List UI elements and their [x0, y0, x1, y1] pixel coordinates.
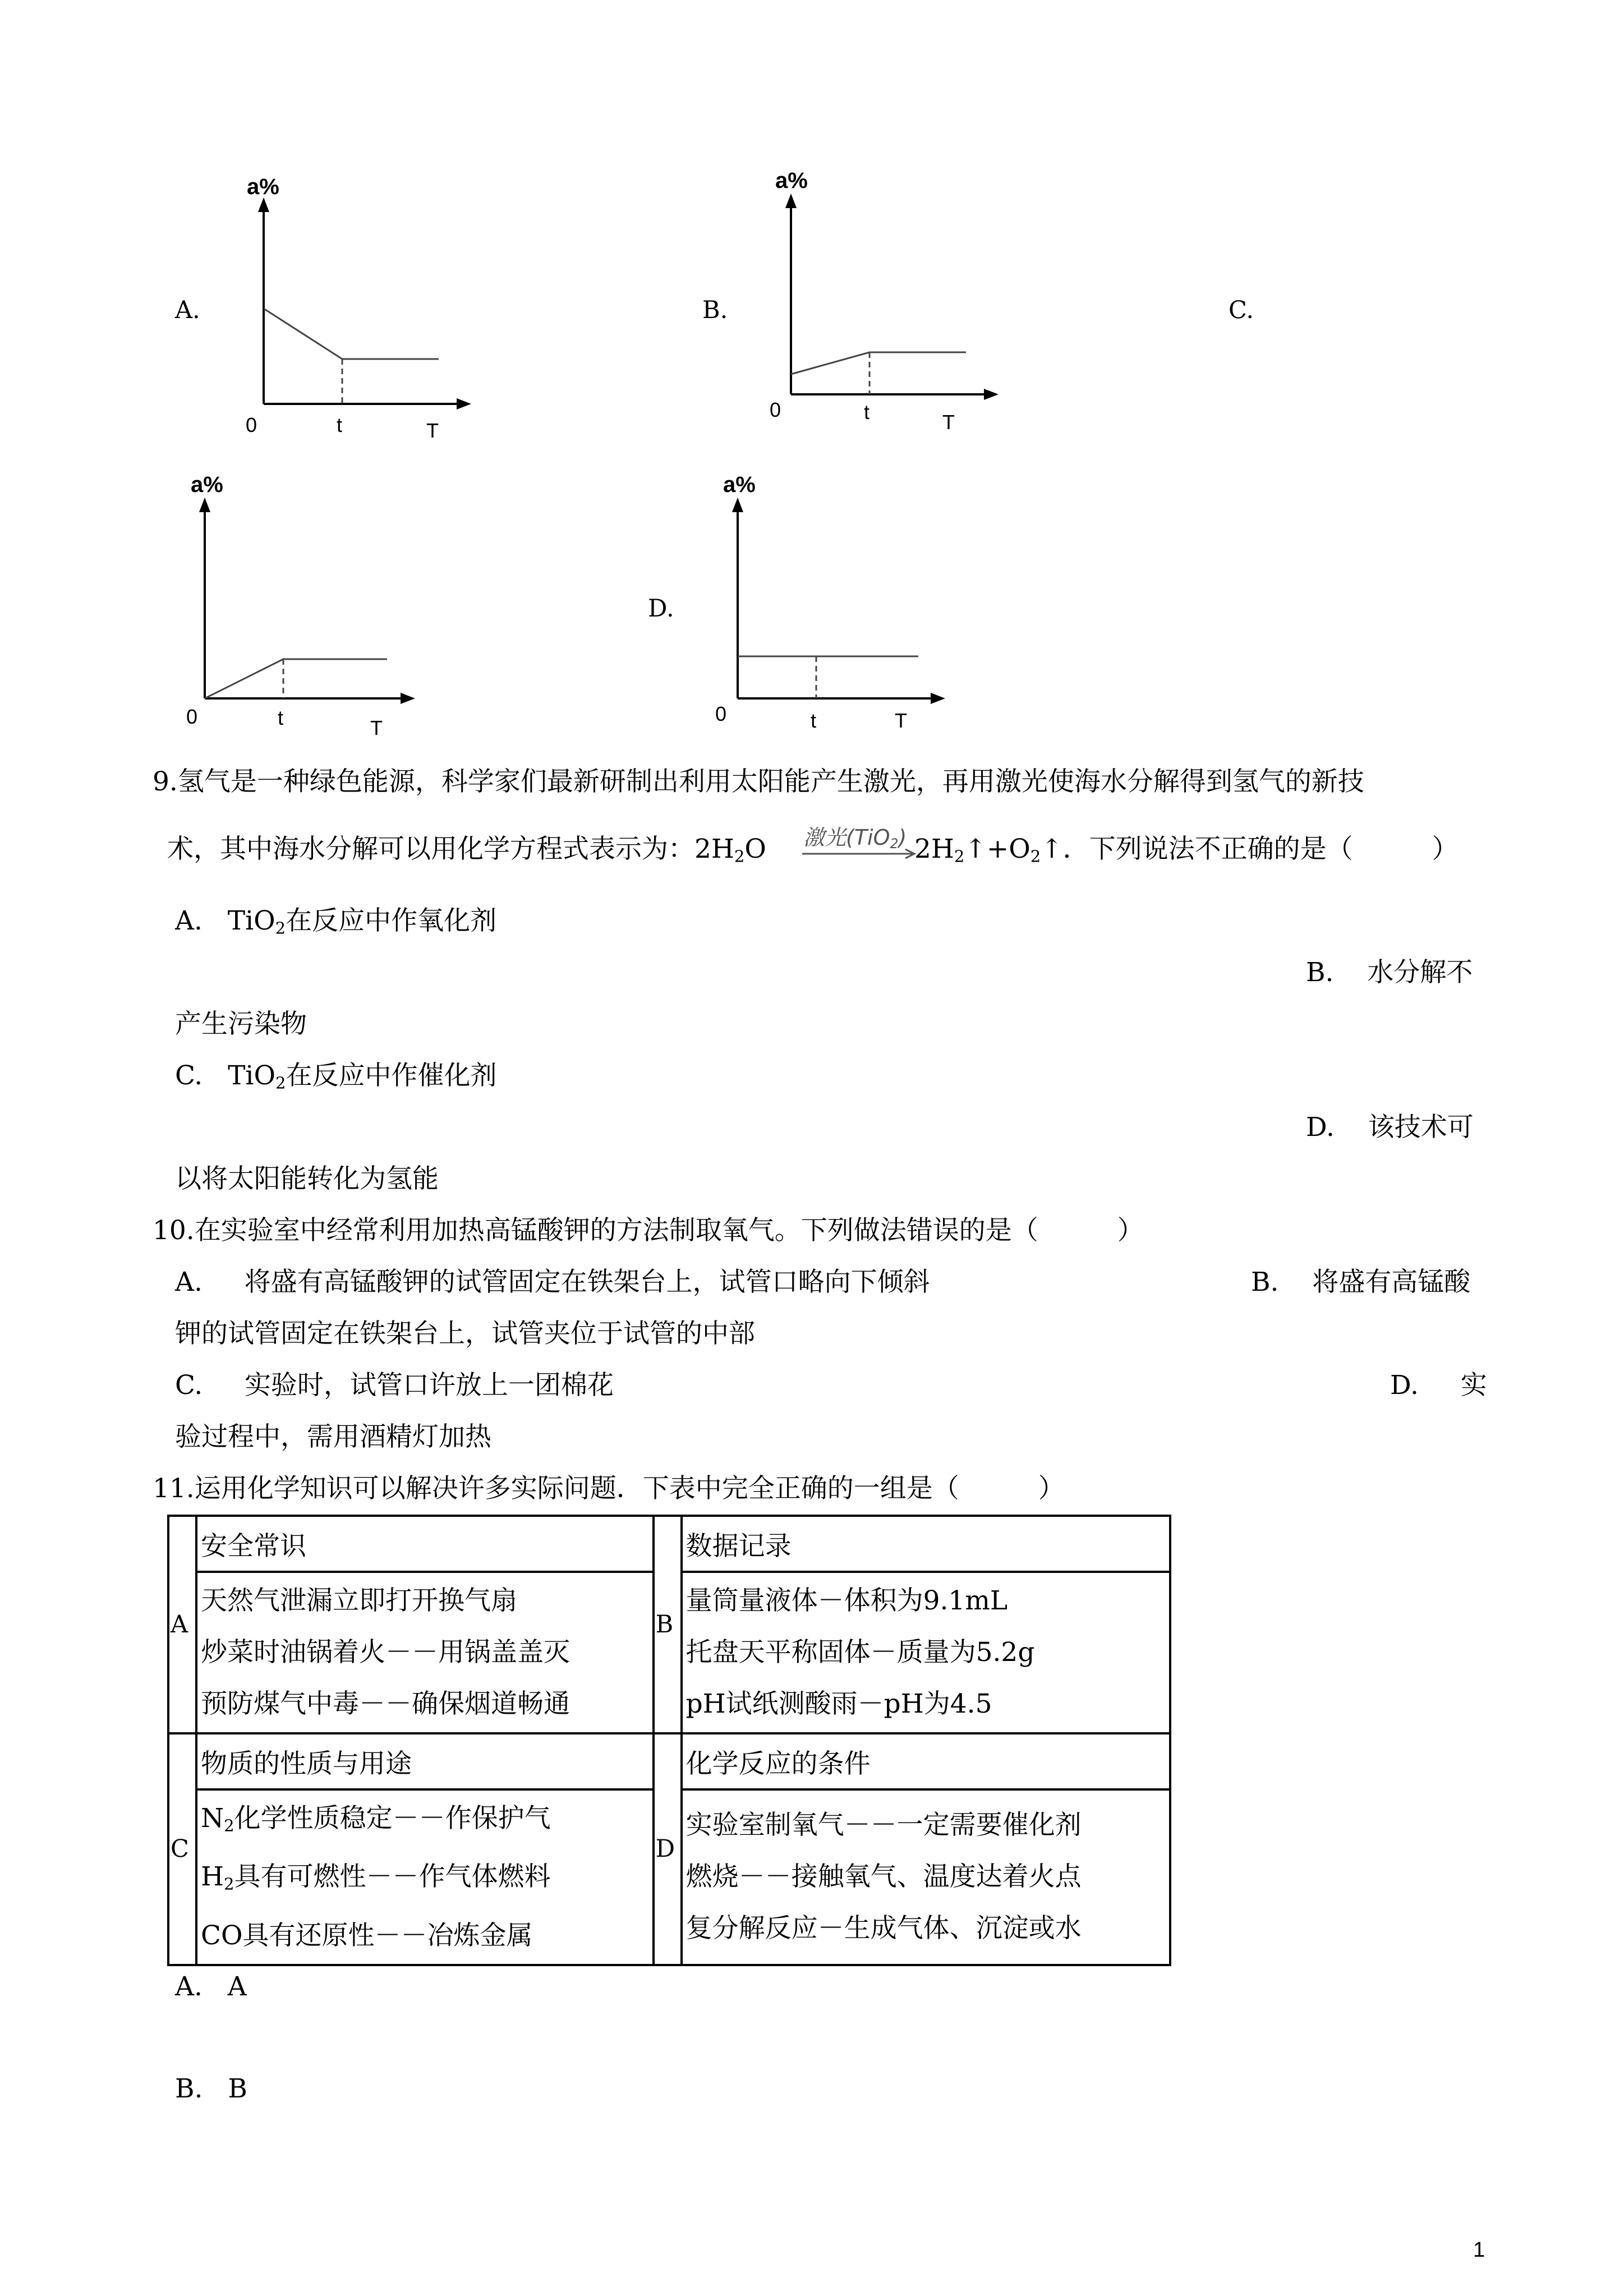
cell-b-title: 数据记录 — [682, 1516, 1170, 1572]
y-axis-arrow — [732, 498, 743, 512]
row-letter-b: B — [654, 1516, 682, 1733]
y-axis-label: a% — [247, 174, 279, 199]
x-axis-arrow — [984, 389, 999, 400]
series-line — [791, 352, 966, 374]
q9-option-b[interactable]: B. 水分解不 — [1306, 957, 1473, 988]
q10-stem: 10.在实验室中经常利用加热高锰酸钾的方法制取氧气。下列做法错误的是（ ） — [153, 1215, 1144, 1246]
cell-d-title: 化学反应的条件 — [682, 1733, 1170, 1789]
series-line — [205, 659, 387, 698]
tick-label-t: t — [811, 709, 817, 732]
reaction-condition: 激光(TiO$_2$) — [803, 825, 907, 852]
x-axis-label: T — [895, 709, 907, 732]
x-axis-label: T — [370, 716, 383, 739]
option-d-label: D. — [648, 595, 674, 623]
q11-option-b[interactable]: B. B — [175, 2073, 247, 2104]
x-axis-arrow — [931, 693, 945, 704]
q9-stem-line1: 9.氢气是一种绿色能源，科学家们最新研制出利用太阳能产生激光，再用激光使海水分解得到氢气的新技 — [153, 766, 1364, 797]
q10-option-b[interactable]: B. 将盛有高锰酸 — [1251, 1267, 1471, 1297]
y-axis-label: a% — [723, 472, 756, 497]
q10-option-d-cont: 验过程中，需用酒精灯加热 — [175, 1421, 491, 1452]
origin-label: 0 — [186, 705, 198, 728]
q10-option-c[interactable]: C. 实验时，试管口许放上一团棉花 — [175, 1370, 614, 1401]
arrow-right-icon — [802, 848, 920, 859]
tick-label-t: t — [337, 413, 343, 436]
graph-option-a — [236, 168, 482, 449]
row-letter-d: D — [654, 1733, 682, 1965]
y-axis-arrow — [199, 498, 210, 512]
page-number: 1 — [1473, 2238, 1485, 2262]
cell-c-title: 物质的性质与用途 — [196, 1733, 654, 1789]
tick-label-t: t — [278, 706, 284, 729]
q9-option-d[interactable]: D. 该技术可 — [1306, 1112, 1474, 1143]
cell-a-body: 天然气泄漏立即打开换气扇 炒菜时油锅着火－－用锅盖盖灭 预防煤气中毒－－确保烟道畅通 — [196, 1572, 654, 1733]
x-axis-label: T — [426, 419, 439, 442]
q9-equation-products: $2H_2↑+O_2↑$．下列说法不正确的是（ ） — [914, 834, 1459, 866]
q11-stem: 11.运用化学知识可以解决许多实际问题．下表中完全正确的一组是（ ） — [153, 1473, 1065, 1504]
reaction-arrow — [802, 820, 920, 859]
graph-option-c — [180, 468, 426, 749]
cell-b-body: 量筒量液体－体积为9.1mL 托盘天平称固体－质量为5.2g pH试纸测酸雨－pH为4.5 — [682, 1572, 1170, 1733]
q10-option-d[interactable]: D. 实 — [1390, 1370, 1487, 1401]
x-axis-arrow — [401, 693, 415, 704]
q10-option-b-cont: 钾的试管固定在铁架台上，试管夹位于试管的中部 — [175, 1318, 755, 1349]
q10-option-a[interactable]: A. 将盛有高锰酸钾的试管固定在铁架台上，试管口略向下倾斜 — [175, 1267, 930, 1297]
q9-option-d-cont: 以将太阳能转化为氢能 — [175, 1163, 439, 1194]
cell-d-body: 实验室制氧气－－一定需要催化剂 燃烧－－接触氧气、温度达着火点 复分解反应－生成气体、沉淀或水 — [682, 1789, 1170, 1965]
y-axis-arrow — [785, 194, 797, 208]
x-axis-label: T — [942, 411, 955, 434]
option-b-label: B. — [702, 296, 728, 324]
cell-a-title: 安全常识 — [196, 1516, 654, 1572]
y-axis-arrow — [258, 197, 269, 212]
y-axis-label: a% — [191, 472, 223, 497]
origin-label: 0 — [246, 413, 257, 436]
origin-label: 0 — [770, 398, 781, 421]
origin-label: 0 — [715, 702, 727, 725]
q9-option-c[interactable]: C. TiO$_2$在反应中作催化剂 — [175, 1060, 497, 1093]
q9-option-b-cont: 产生污染物 — [175, 1009, 307, 1039]
row-letter-c: C — [168, 1733, 196, 1965]
option-a-label: A. — [175, 296, 200, 324]
tick-label-t: t — [864, 401, 870, 424]
graph-option-b — [763, 165, 1010, 446]
option-c-label: C. — [1229, 296, 1254, 324]
series-line — [264, 309, 439, 359]
row-letter-a: A — [168, 1516, 196, 1733]
graph-option-d — [710, 468, 956, 749]
cell-c-body: $N_2$化学性质稳定－－作保护气 $H_2$具有可燃性－－作气体燃料 CO具有还原性－－冶炼金属 — [196, 1789, 654, 1965]
q11-table — [167, 1515, 1171, 1966]
q11-option-a[interactable]: A. A — [175, 1971, 247, 2002]
y-axis-label: a% — [775, 168, 808, 193]
q9-stem-line2: 术，其中海水分解可以用化学方程式表示为：$2H_2O$ — [167, 834, 766, 866]
x-axis-arrow — [457, 398, 471, 409]
q9-option-a[interactable]: A. TiO$_2$在反应中作氧化剂 — [175, 905, 497, 938]
